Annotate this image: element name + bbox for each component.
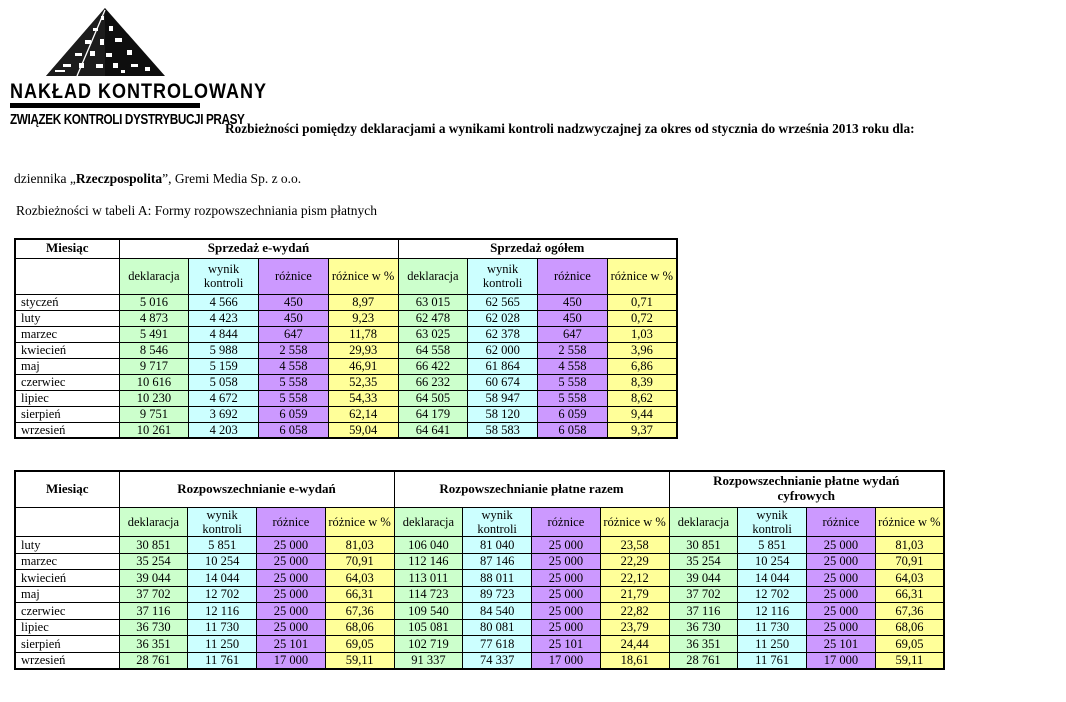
- column-header: różnice: [257, 507, 326, 537]
- value-cell: 62 478: [398, 310, 468, 326]
- value-cell: 17 000: [257, 652, 326, 669]
- value-cell: 22,82: [600, 603, 669, 620]
- month-cell: marzec: [15, 553, 119, 570]
- group-header: Rozpowszechnianie płatne wydań cyfrowych: [669, 471, 944, 507]
- value-cell: 6 059: [538, 406, 608, 422]
- value-cell: 64 641: [398, 422, 468, 438]
- value-cell: 36 351: [669, 636, 738, 653]
- value-cell: 23,58: [600, 537, 669, 554]
- value-cell: 8,62: [607, 390, 677, 406]
- table-row: [15, 374, 677, 390]
- value-cell: 70,91: [325, 553, 394, 570]
- column-header: różnice: [259, 258, 329, 294]
- column-header: wynik kontroli: [188, 507, 257, 537]
- value-cell: 66 232: [398, 374, 468, 390]
- value-cell: 58 120: [468, 406, 538, 422]
- value-cell: 77 618: [463, 636, 532, 653]
- value-cell: 450: [538, 294, 608, 310]
- table-row: [15, 358, 677, 374]
- logo-subtitle: ZWIĄZEK KONTROLI DYSTRYBUCJI PRASY: [10, 110, 245, 128]
- table-row: [15, 342, 677, 358]
- value-cell: 25 000: [257, 537, 326, 554]
- value-cell: 59,04: [328, 422, 398, 438]
- value-cell: 25 000: [257, 586, 326, 603]
- zkdp-logo: [10, 6, 267, 128]
- value-cell: 60 674: [468, 374, 538, 390]
- value-cell: 54,33: [328, 390, 398, 406]
- publication-suffix: ”, Gremi Media Sp. z o.o.: [162, 171, 302, 186]
- month-cell: luty: [15, 310, 119, 326]
- value-cell: 28 761: [119, 652, 188, 669]
- value-cell: 81,03: [325, 537, 394, 554]
- document-title: Rozbieżności pomiędzy deklaracjami a wynikami kontroli nadzwyczajnej za okres od stycznia do września 2013 roku dla:: [225, 121, 915, 136]
- value-cell: 68,06: [875, 619, 944, 636]
- column-header: różnice w %: [600, 507, 669, 537]
- value-cell: 25 000: [532, 619, 601, 636]
- table-row: [15, 294, 677, 310]
- value-cell: 64,03: [325, 570, 394, 587]
- value-cell: 67,36: [875, 603, 944, 620]
- value-cell: 63 025: [398, 326, 468, 342]
- value-cell: 5 988: [189, 342, 259, 358]
- value-cell: 66,31: [875, 586, 944, 603]
- value-cell: 450: [259, 310, 329, 326]
- table-row: [15, 553, 944, 570]
- value-cell: 5 491: [119, 326, 189, 342]
- value-cell: 37 116: [669, 603, 738, 620]
- value-cell: 9,44: [607, 406, 677, 422]
- column-header: deklaracja: [669, 507, 738, 537]
- value-cell: 9 751: [119, 406, 189, 422]
- value-cell: 11 761: [188, 652, 257, 669]
- value-cell: 62 000: [468, 342, 538, 358]
- value-cell: 35 254: [669, 553, 738, 570]
- column-header: różnice: [532, 507, 601, 537]
- value-cell: 39 044: [119, 570, 188, 587]
- value-cell: 647: [259, 326, 329, 342]
- value-cell: 23,79: [600, 619, 669, 636]
- value-cell: 12 116: [738, 603, 807, 620]
- value-cell: 17 000: [807, 652, 876, 669]
- column-header: różnice: [538, 258, 608, 294]
- month-cell: marzec: [15, 326, 119, 342]
- month-cell: kwiecień: [15, 570, 119, 587]
- column-header: różnice w %: [607, 258, 677, 294]
- value-cell: 52,35: [328, 374, 398, 390]
- value-cell: 10 261: [119, 422, 189, 438]
- value-cell: 61 864: [468, 358, 538, 374]
- value-cell: 2 558: [538, 342, 608, 358]
- value-cell: 5 851: [738, 537, 807, 554]
- value-cell: 25 000: [532, 586, 601, 603]
- value-cell: 12 702: [188, 586, 257, 603]
- value-cell: 22,12: [600, 570, 669, 587]
- value-cell: 6 058: [538, 422, 608, 438]
- column-header: deklaracja: [394, 507, 463, 537]
- value-cell: 64,03: [875, 570, 944, 587]
- value-cell: 29,93: [328, 342, 398, 358]
- value-cell: 28 761: [669, 652, 738, 669]
- value-cell: 5 851: [188, 537, 257, 554]
- value-cell: 25 101: [807, 636, 876, 653]
- value-cell: 450: [259, 294, 329, 310]
- column-header: deklaracja: [119, 258, 189, 294]
- value-cell: 66 422: [398, 358, 468, 374]
- value-cell: 10 230: [119, 390, 189, 406]
- month-cell: styczeń: [15, 294, 119, 310]
- publication-name: Rzeczpospolita: [75, 171, 163, 186]
- value-cell: 6,86: [607, 358, 677, 374]
- value-cell: 14 044: [188, 570, 257, 587]
- value-cell: 1,03: [607, 326, 677, 342]
- value-cell: 2 558: [259, 342, 329, 358]
- value-cell: 450: [538, 310, 608, 326]
- month-column-header: Miesiąc: [15, 471, 119, 507]
- logo-title: NAKŁAD KONTROLOWANY: [10, 79, 267, 103]
- value-cell: 25 101: [532, 636, 601, 653]
- value-cell: 25 000: [807, 553, 876, 570]
- month-column-header: Miesiąc: [15, 239, 119, 258]
- table-a-sales: [14, 238, 678, 439]
- value-cell: 8 546: [119, 342, 189, 358]
- value-cell: 4 558: [538, 358, 608, 374]
- month-header-spacer: [15, 258, 119, 294]
- value-cell: 5 058: [189, 374, 259, 390]
- value-cell: 88 011: [463, 570, 532, 587]
- month-header-spacer: [15, 507, 119, 537]
- value-cell: 81,03: [875, 537, 944, 554]
- table-row: [15, 652, 944, 669]
- value-cell: 24,44: [600, 636, 669, 653]
- value-cell: 37 702: [119, 586, 188, 603]
- month-cell: lipiec: [15, 390, 119, 406]
- column-header: różnice: [807, 507, 876, 537]
- value-cell: 12 702: [738, 586, 807, 603]
- month-cell: luty: [15, 537, 119, 554]
- value-cell: 69,05: [325, 636, 394, 653]
- value-cell: 9 717: [119, 358, 189, 374]
- value-cell: 58 583: [468, 422, 538, 438]
- value-cell: 70,91: [875, 553, 944, 570]
- value-cell: 10 254: [738, 553, 807, 570]
- value-cell: 114 723: [394, 586, 463, 603]
- value-cell: 5 558: [259, 374, 329, 390]
- value-cell: 3,96: [607, 342, 677, 358]
- value-cell: 17 000: [532, 652, 601, 669]
- value-cell: 80 081: [463, 619, 532, 636]
- value-cell: 74 337: [463, 652, 532, 669]
- value-cell: 87 146: [463, 553, 532, 570]
- value-cell: 6 059: [259, 406, 329, 422]
- month-cell: sierpień: [15, 406, 119, 422]
- value-cell: 91 337: [394, 652, 463, 669]
- value-cell: 30 851: [119, 537, 188, 554]
- value-cell: 647: [538, 326, 608, 342]
- value-cell: 102 719: [394, 636, 463, 653]
- value-cell: 67,36: [325, 603, 394, 620]
- value-cell: 37 116: [119, 603, 188, 620]
- value-cell: 63 015: [398, 294, 468, 310]
- value-cell: 11 250: [188, 636, 257, 653]
- value-cell: 58 947: [468, 390, 538, 406]
- value-cell: 5 558: [538, 374, 608, 390]
- value-cell: 21,79: [600, 586, 669, 603]
- group-header: Rozpowszechnianie e-wydań: [119, 471, 394, 507]
- value-cell: 9,37: [607, 422, 677, 438]
- value-cell: 66,31: [325, 586, 394, 603]
- value-cell: 64 179: [398, 406, 468, 422]
- value-cell: 113 011: [394, 570, 463, 587]
- value-cell: 25 000: [257, 603, 326, 620]
- value-cell: 0,72: [607, 310, 677, 326]
- table-row: [15, 603, 944, 620]
- value-cell: 5 159: [189, 358, 259, 374]
- value-cell: 11 761: [738, 652, 807, 669]
- value-cell: 25 000: [532, 537, 601, 554]
- table-row: [15, 406, 677, 422]
- value-cell: 62 378: [468, 326, 538, 342]
- publication-prefix: dziennika „: [14, 171, 76, 186]
- value-cell: 25 000: [807, 586, 876, 603]
- column-header: deklaracja: [119, 507, 188, 537]
- value-cell: 14 044: [738, 570, 807, 587]
- value-cell: 35 254: [119, 553, 188, 570]
- value-cell: 22,29: [600, 553, 669, 570]
- value-cell: 62 565: [468, 294, 538, 310]
- section-label: Rozbieżności w tabeli A: Formy rozpowszechniania pism płatnych: [16, 203, 378, 218]
- table-row: [15, 326, 677, 342]
- table-row: [15, 636, 944, 653]
- value-cell: 62 028: [468, 310, 538, 326]
- value-cell: 105 081: [394, 619, 463, 636]
- month-cell: czerwiec: [15, 374, 119, 390]
- table-row: [15, 310, 677, 326]
- table-row: [15, 586, 944, 603]
- column-header: różnice w %: [875, 507, 944, 537]
- column-header: różnice w %: [325, 507, 394, 537]
- value-cell: 68,06: [325, 619, 394, 636]
- pyramid-logo-icon: [43, 6, 168, 78]
- value-cell: 37 702: [669, 586, 738, 603]
- value-cell: 89 723: [463, 586, 532, 603]
- value-cell: 12 116: [188, 603, 257, 620]
- value-cell: 10 254: [188, 553, 257, 570]
- value-cell: 11,78: [328, 326, 398, 342]
- value-cell: 59,11: [325, 652, 394, 669]
- month-cell: wrzesień: [15, 422, 119, 438]
- value-cell: 25 000: [807, 603, 876, 620]
- value-cell: 10 616: [119, 374, 189, 390]
- table-row: [15, 537, 944, 554]
- month-cell: wrzesień: [15, 652, 119, 669]
- value-cell: 5 016: [119, 294, 189, 310]
- value-cell: 18,61: [600, 652, 669, 669]
- value-cell: 6 058: [259, 422, 329, 438]
- table-row: [15, 390, 677, 406]
- month-cell: maj: [15, 586, 119, 603]
- month-cell: lipiec: [15, 619, 119, 636]
- column-header: wynik kontroli: [189, 258, 259, 294]
- value-cell: 36 730: [669, 619, 738, 636]
- value-cell: 39 044: [669, 570, 738, 587]
- month-cell: czerwiec: [15, 603, 119, 620]
- value-cell: 84 540: [463, 603, 532, 620]
- value-cell: 64 505: [398, 390, 468, 406]
- value-cell: 36 351: [119, 636, 188, 653]
- group-header: Sprzedaż e-wydań: [119, 239, 398, 258]
- table-row: [15, 422, 677, 438]
- value-cell: 25 000: [257, 570, 326, 587]
- value-cell: 4 844: [189, 326, 259, 342]
- value-cell: 109 540: [394, 603, 463, 620]
- value-cell: 25 000: [257, 553, 326, 570]
- column-header: deklaracja: [398, 258, 468, 294]
- value-cell: 5 558: [538, 390, 608, 406]
- value-cell: 25 000: [532, 553, 601, 570]
- value-cell: 106 040: [394, 537, 463, 554]
- value-cell: 4 558: [259, 358, 329, 374]
- value-cell: 36 730: [119, 619, 188, 636]
- value-cell: 11 730: [738, 619, 807, 636]
- value-cell: 9,23: [328, 310, 398, 326]
- month-cell: kwiecień: [15, 342, 119, 358]
- value-cell: 8,97: [328, 294, 398, 310]
- value-cell: 0,71: [607, 294, 677, 310]
- value-cell: 4 873: [119, 310, 189, 326]
- value-cell: 4 672: [189, 390, 259, 406]
- value-cell: 5 558: [259, 390, 329, 406]
- value-cell: 25 000: [532, 570, 601, 587]
- value-cell: 25 000: [807, 619, 876, 636]
- value-cell: 25 101: [257, 636, 326, 653]
- value-cell: 8,39: [607, 374, 677, 390]
- column-header: wynik kontroli: [738, 507, 807, 537]
- publication-line: [14, 171, 301, 187]
- column-header: wynik kontroli: [463, 507, 532, 537]
- group-header: Rozpowszechnianie płatne razem: [394, 471, 669, 507]
- value-cell: 11 250: [738, 636, 807, 653]
- value-cell: 112 146: [394, 553, 463, 570]
- value-cell: 59,11: [875, 652, 944, 669]
- value-cell: 3 692: [189, 406, 259, 422]
- value-cell: 25 000: [257, 619, 326, 636]
- group-header: Sprzedaż ogółem: [398, 239, 677, 258]
- table-a-distribution: [14, 470, 945, 670]
- value-cell: 11 730: [188, 619, 257, 636]
- column-header: wynik kontroli: [468, 258, 538, 294]
- table-row: [15, 619, 944, 636]
- month-cell: maj: [15, 358, 119, 374]
- value-cell: 4 423: [189, 310, 259, 326]
- value-cell: 69,05: [875, 636, 944, 653]
- column-header: różnice w %: [328, 258, 398, 294]
- value-cell: 25 000: [807, 570, 876, 587]
- value-cell: 81 040: [463, 537, 532, 554]
- month-cell: sierpień: [15, 636, 119, 653]
- value-cell: 4 566: [189, 294, 259, 310]
- table-row: [15, 570, 944, 587]
- value-cell: 4 203: [189, 422, 259, 438]
- value-cell: 62,14: [328, 406, 398, 422]
- value-cell: 25 000: [807, 537, 876, 554]
- value-cell: 30 851: [669, 537, 738, 554]
- value-cell: 46,91: [328, 358, 398, 374]
- value-cell: 25 000: [532, 603, 601, 620]
- value-cell: 64 558: [398, 342, 468, 358]
